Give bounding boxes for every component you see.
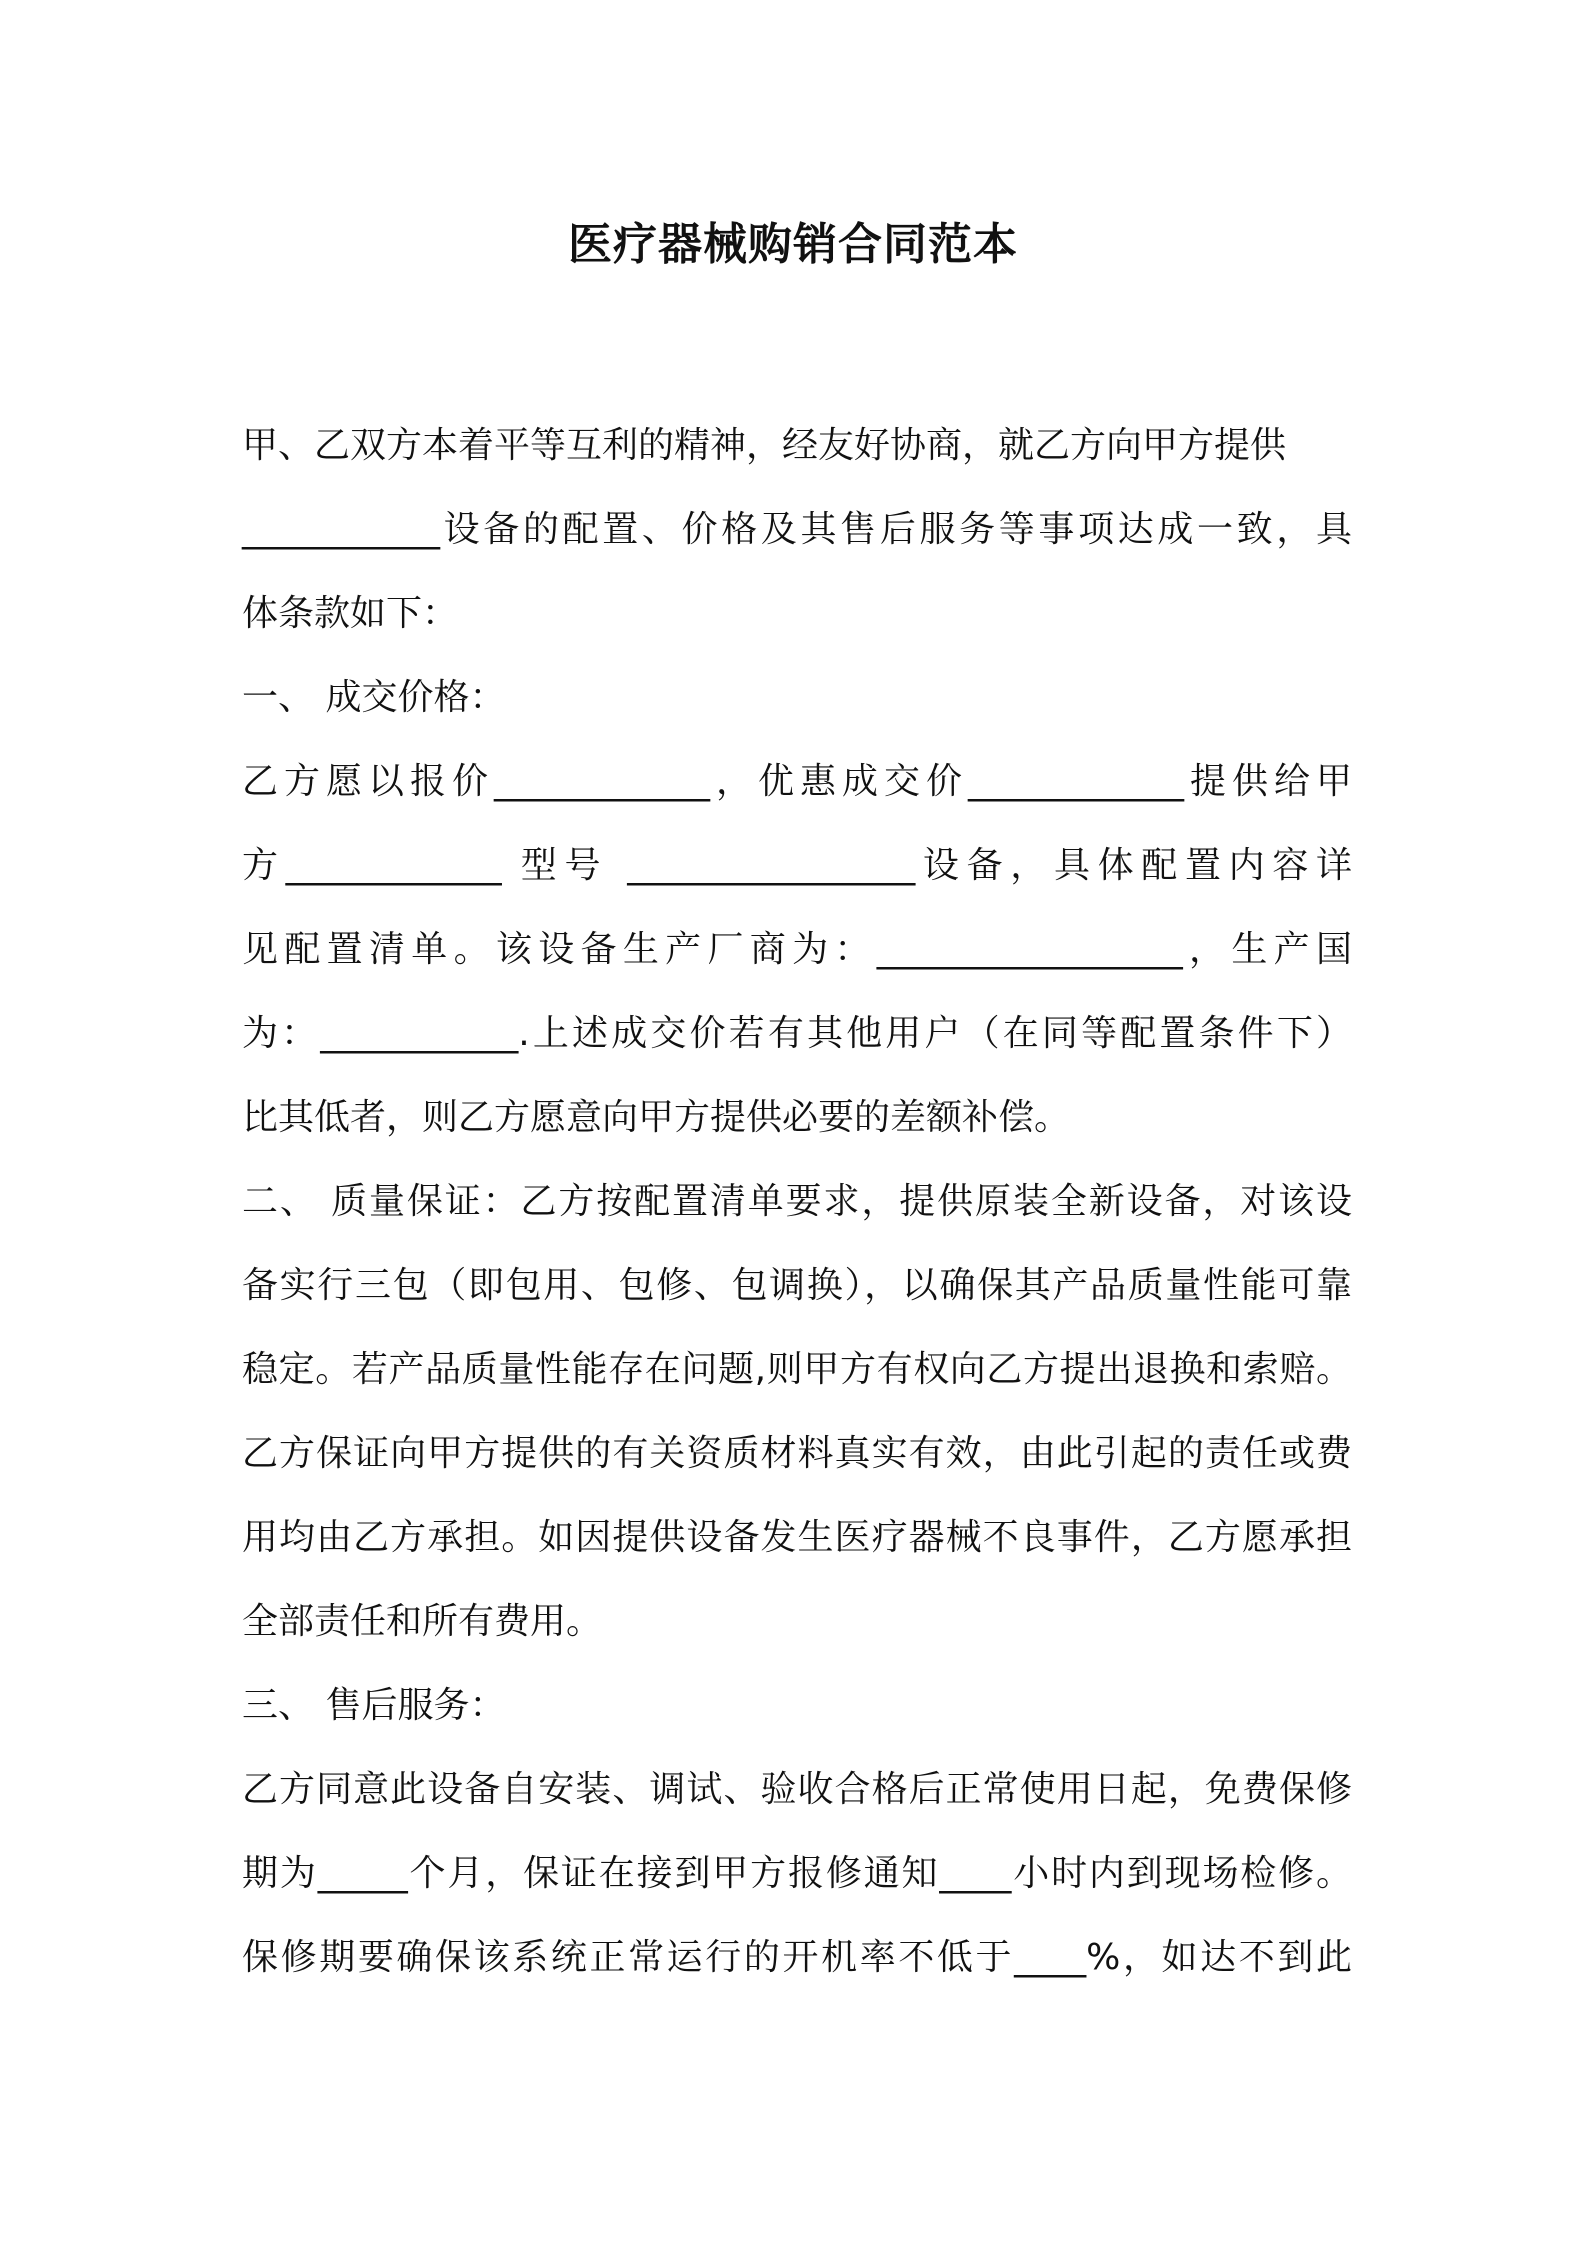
body-line: 三、 售后服务：: [242, 1685, 506, 1726]
body-line: 用均由乙方承担。如因提供设备发生医疗器械不良事件，乙方愿承担: [242, 1517, 1352, 1558]
body-line: 体条款如下：: [242, 593, 459, 634]
body-line: 备实行三包（即包用、包修、包调换），以确保其产品质量性能可靠: [242, 1265, 1352, 1306]
body-line: 二、 质量保证：乙方按配置清单要求，提供原装全新设备，对该设: [242, 1181, 1352, 1222]
body-line: 为：___________.上述成交价若有其他用户（在同等配置条件下）: [242, 1013, 1352, 1054]
document-title: 医疗器械购销合同范本: [568, 219, 1018, 270]
body-line: ___________设备的配置、价格及其售后服务等事项达成一致，具: [242, 509, 1352, 550]
body-line: 期为_____个月，保证在接到甲方报修通知____小时内到现场检修。: [242, 1853, 1352, 1894]
body-line: 保修期要确保该系统正常运行的开机率不低于____%，如达不到此: [242, 1937, 1352, 1978]
body-line: 全部责任和所有费用。: [242, 1601, 603, 1642]
body-line: 乙方愿以报价____________，优惠成交价____________提供给甲: [242, 761, 1352, 802]
body-line: 比其低者，则乙方愿意向甲方提供必要的差额补偿。: [242, 1097, 1071, 1138]
body-line: 见配置清单。该设备生产厂商为：_________________，生产国: [242, 929, 1352, 970]
body-line: 乙方同意此设备自安装、调试、验收合格后正常使用日起，免费保修: [242, 1769, 1352, 1810]
body-line: 乙方保证向甲方提供的有关资质材料真实有效，由此引起的责任或费: [242, 1433, 1352, 1474]
body-line: 方____________ 型号 ________________设备，具体配置内容详: [242, 845, 1352, 886]
body-line: 一、 成交价格：: [242, 677, 506, 718]
body-line: 甲、乙双方本着平等互利的精神，经友好协商，就乙方向甲方提供: [242, 425, 1287, 466]
body-line: 稳定。若产品质量性能存在问题,则甲方有权向乙方提出退换和索赔。: [242, 1349, 1352, 1390]
document-body: [242, 404, 1352, 2000]
